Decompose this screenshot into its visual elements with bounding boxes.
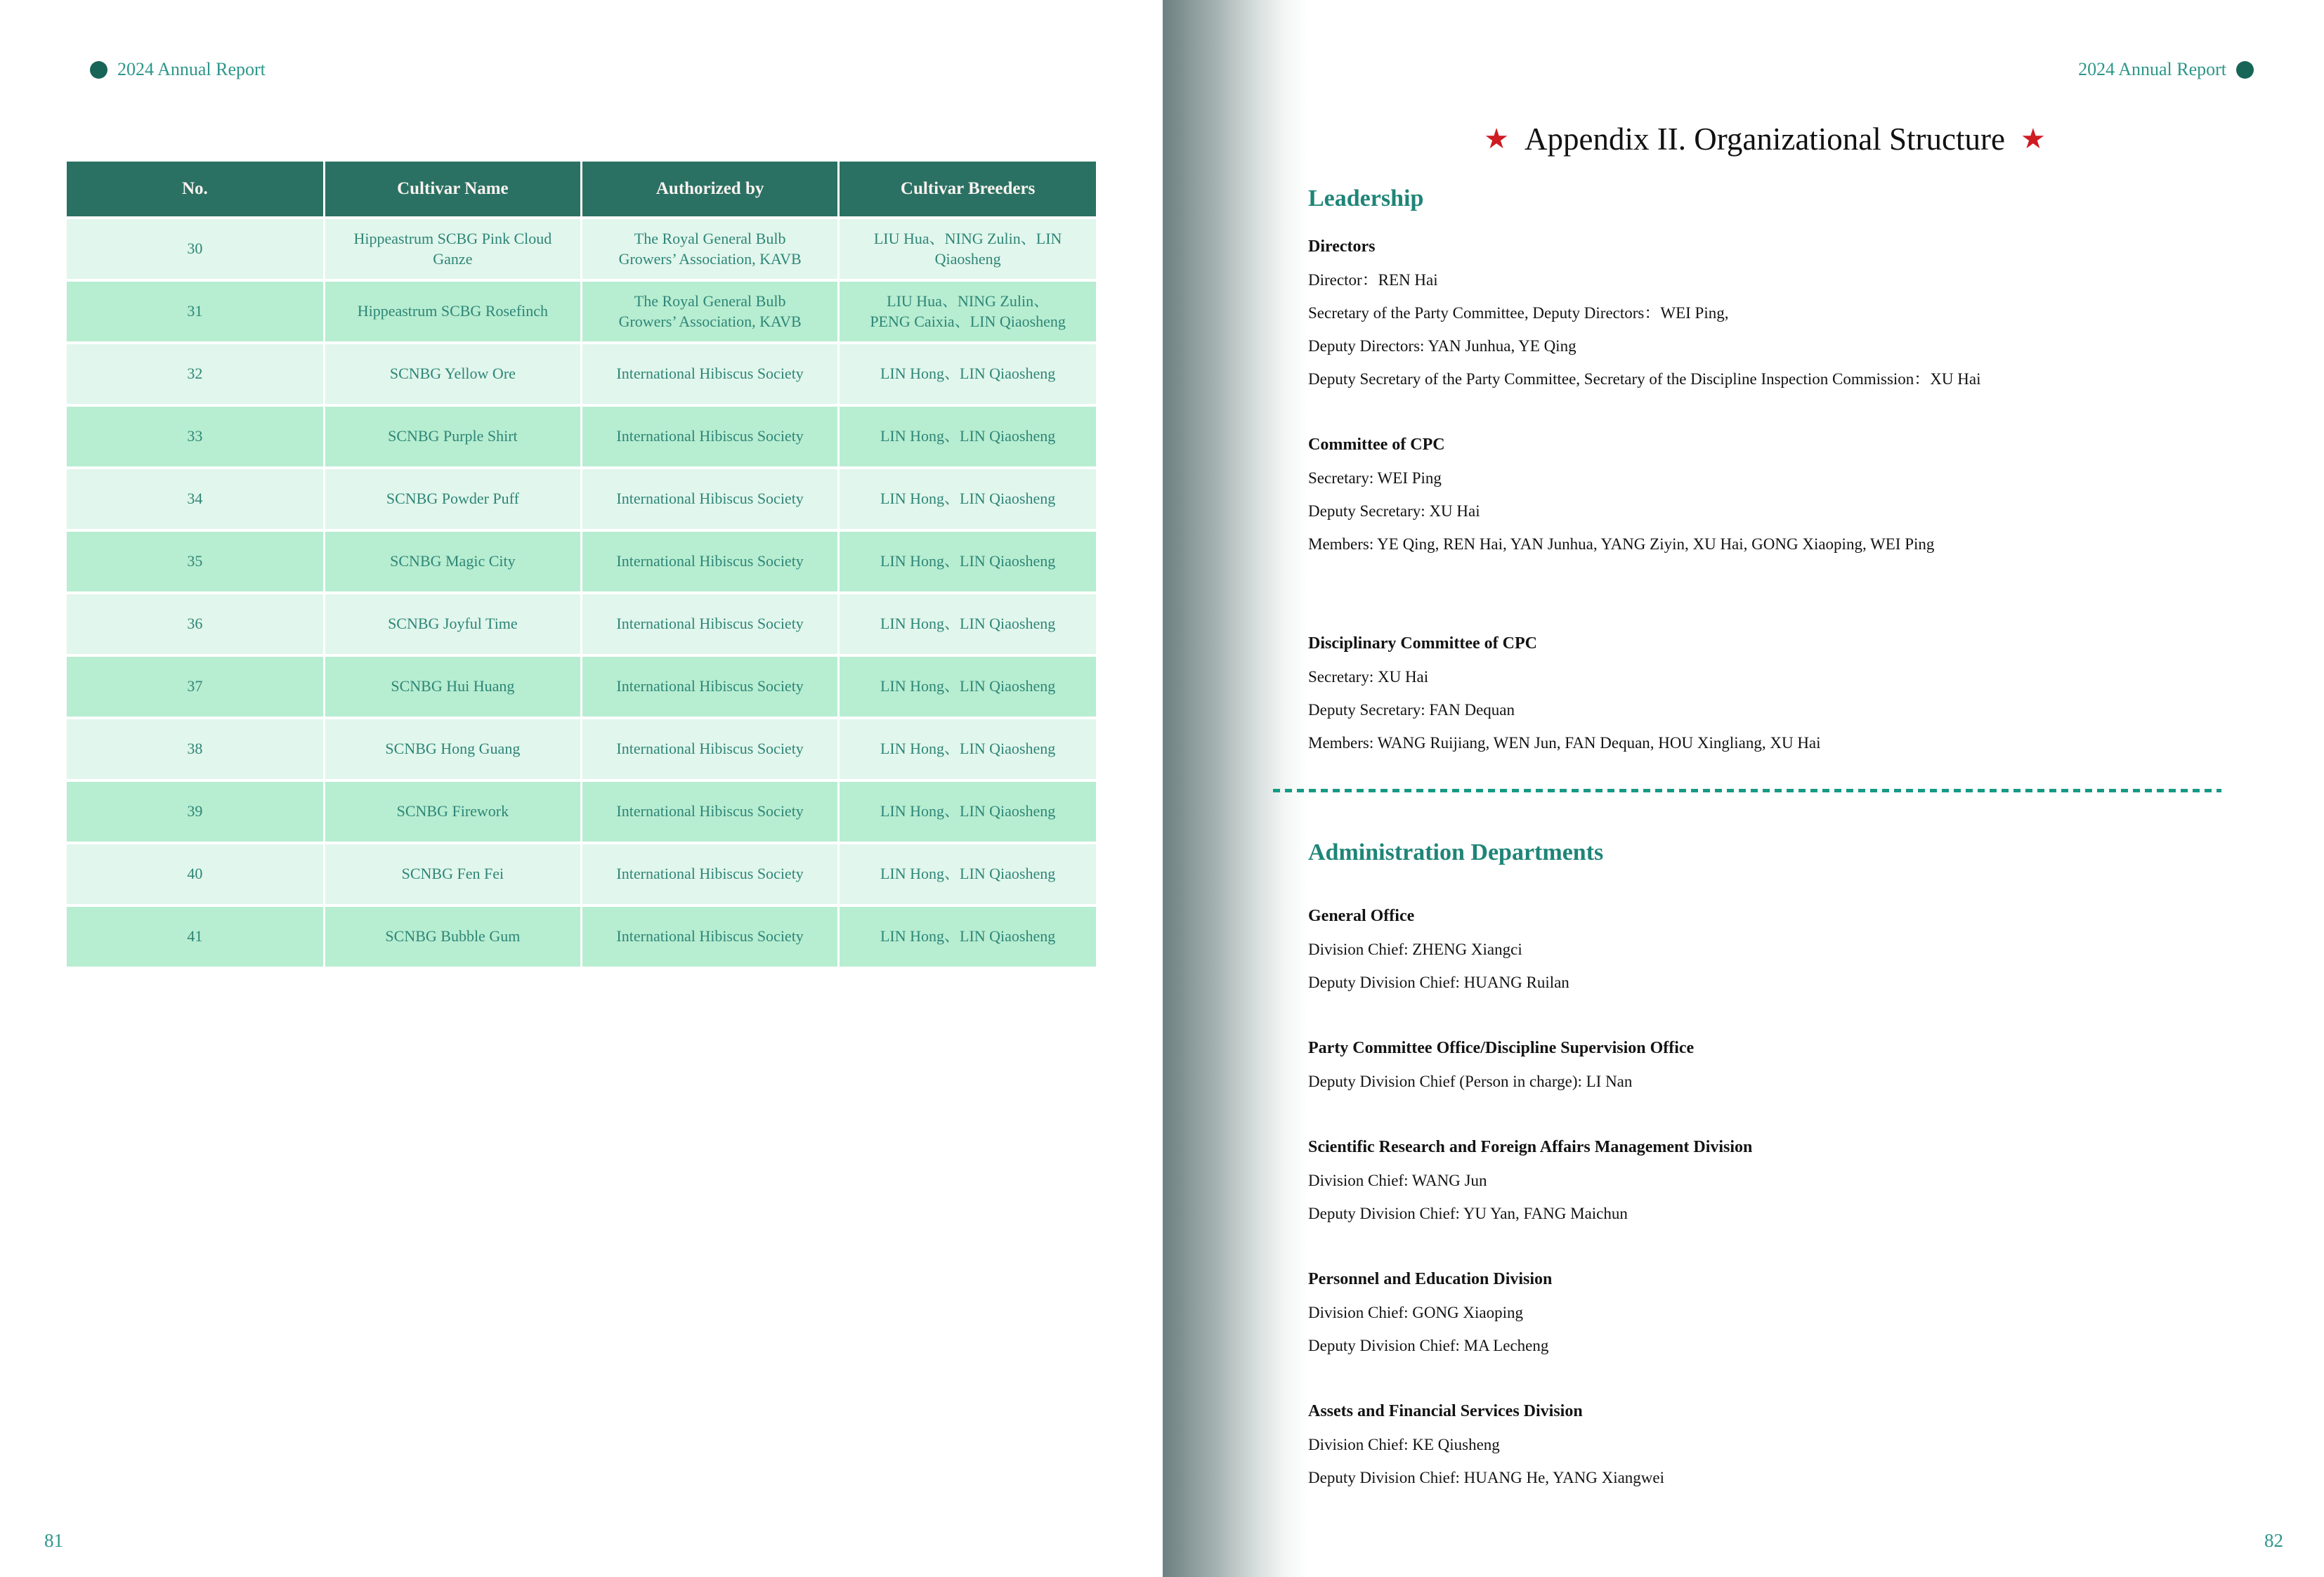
group-title: Committee of CPC [1308, 436, 1445, 454]
section-heading: Administration Departments [1308, 839, 1604, 865]
table-row [67, 280, 1096, 343]
cultivar-name-cell: Hippeastrum SCBG Rosefinch [324, 280, 581, 343]
table-header-row [67, 162, 1096, 218]
table-row [67, 405, 1096, 468]
left-page-number: 81 [44, 1530, 63, 1551]
cultivar-name-cell: SCNBG Powder Puff [324, 468, 581, 530]
authorized-by-cell: The Royal General Bulb Growers’ Association, KAVB [582, 218, 839, 280]
breeders-cell: LIN Hong、LIN Qiaosheng [839, 343, 1096, 405]
group-line: Deputy Division Chief (Person in charge): LI Nan [1308, 1073, 1633, 1090]
left-page-header [90, 59, 266, 80]
right-page-header [2078, 59, 2254, 80]
group-title: Assets and Financial Services Division [1308, 1402, 1583, 1420]
group-line: Members: WANG Ruijiang, WEN Jun, FAN Dequan, HOU Xingliang, XU Hai [1308, 734, 1821, 752]
group-disciplinary-committee-of-cpc [1308, 627, 2292, 759]
breeders-cell: LIU Hua、NING Zulin、LIN Qiaosheng [839, 218, 1096, 280]
row-no: 37 [67, 655, 324, 718]
group-line: Secretary: XU Hai [1308, 668, 1429, 686]
group-scientific-research-and-foreign-affairs-management-division [1308, 1131, 2292, 1230]
cultivar-table-head [67, 162, 1096, 218]
column-header-3: Cultivar Breeders [839, 162, 1096, 218]
authorized-by-cell: International Hibiscus Society [582, 530, 839, 593]
table-row [67, 843, 1096, 905]
row-no: 30 [67, 218, 324, 280]
group-line: Division Chief: WANG Jun [1308, 1172, 1487, 1189]
bullet-dot-icon [2236, 61, 2254, 79]
column-header-2: Authorized by [582, 162, 839, 218]
left-header-title: 2024 Annual Report [117, 59, 266, 79]
cultivar-name-cell: SCNBG Fen Fei [324, 843, 581, 905]
row-no: 39 [67, 780, 324, 843]
group-title: General Office [1308, 907, 1415, 925]
group-line: Deputy Secretary: XU Hai [1308, 502, 1480, 520]
cultivar-name-cell: SCNBG Joyful Time [324, 593, 581, 655]
breeders-cell: LIN Hong、LIN Qiaosheng [839, 780, 1096, 843]
star-icon [1484, 123, 1509, 155]
cultivar-table-body [67, 218, 1096, 968]
cultivar-name-cell: SCNBG Bubble Gum [324, 905, 581, 968]
row-no: 38 [67, 718, 324, 780]
group-title: Disciplinary Committee of CPC [1308, 634, 1537, 653]
group-title: Personnel and Education Division [1308, 1270, 1553, 1288]
cultivar-table [67, 162, 1096, 969]
cultivar-name-cell: SCNBG Hong Guang [324, 718, 581, 780]
authorized-by-cell: The Royal General Bulb Growers’ Association, KAVB [582, 280, 839, 343]
star-icon [2021, 123, 2046, 155]
breeders-cell: LIN Hong、LIN Qiaosheng [839, 530, 1096, 593]
table-row [67, 718, 1096, 780]
group-line: Members: YE Qing, REN Hai, YAN Junhua, YANG Ziyin, XU Hai, GONG Xiaoping, WEI Ping [1308, 535, 1935, 553]
group-general-office [1308, 900, 2292, 999]
table-row [67, 530, 1096, 593]
group-line: Deputy Division Chief: HUANG Ruilan [1308, 974, 1569, 991]
row-no: 34 [67, 468, 324, 530]
row-no: 33 [67, 405, 324, 468]
group-title: Directors [1308, 237, 1376, 256]
row-no: 32 [67, 343, 324, 405]
appendix-title-text: Appendix II. Organizational Structure [1525, 122, 2005, 157]
breeders-cell: LIN Hong、LIN Qiaosheng [839, 905, 1096, 968]
breeders-cell: LIN Hong、LIN Qiaosheng [839, 468, 1096, 530]
authorized-by-cell: International Hibiscus Society [582, 343, 839, 405]
group-line: Deputy Division Chief: HUANG He, YANG Xiangwei [1308, 1469, 1664, 1486]
breeders-cell: LIN Hong、LIN Qiaosheng [839, 843, 1096, 905]
authorized-by-cell: International Hibiscus Society [582, 405, 839, 468]
group-line: Secretary of the Party Committee, Deputy Directors：WEI Ping, [1308, 304, 1729, 322]
group-line: Secretary: WEI Ping [1308, 469, 1442, 487]
authorized-by-cell: International Hibiscus Society [582, 905, 839, 968]
table-row [67, 343, 1096, 405]
column-header-0: No. [67, 162, 324, 218]
breeders-cell: LIN Hong、LIN Qiaosheng [839, 593, 1096, 655]
table-row [67, 780, 1096, 843]
table-row [67, 655, 1096, 718]
section-heading: Leadership [1308, 185, 1424, 211]
cultivar-name-cell: SCNBG Purple Shirt [324, 405, 581, 468]
bullet-dot-icon [90, 61, 107, 79]
row-no: 31 [67, 280, 324, 343]
group-line: Division Chief: GONG Xiaoping [1308, 1304, 1524, 1321]
row-no: 40 [67, 843, 324, 905]
table-row [67, 218, 1096, 280]
group-line: Deputy Secretary of the Party Committee, Secretary of the Discipline Inspection Commission：XU Hai [1308, 370, 1981, 388]
authorized-by-cell: International Hibiscus Society [582, 468, 839, 530]
group-title: Scientific Research and Foreign Affairs Management Division [1308, 1138, 1753, 1156]
table-row [67, 593, 1096, 655]
group-line: Division Chief: ZHENG Xiangci [1308, 941, 1522, 958]
group-title: Party Committee Office/Discipline Supervision Office [1308, 1039, 1695, 1057]
breeders-cell: LIU Hua、NING Zulin、PENG Caixia、LIN Qiaosheng [839, 280, 1096, 343]
authorized-by-cell: International Hibiscus Society [582, 780, 839, 843]
group-line: Director：REN Hai [1308, 271, 1438, 289]
cultivar-name-cell: Hippeastrum SCBG Pink Cloud Ganze [324, 218, 581, 280]
breeders-cell: LIN Hong、LIN Qiaosheng [839, 405, 1096, 468]
cultivar-name-cell: SCNBG Yellow Ore [324, 343, 581, 405]
group-line: Deputy Directors: YAN Junhua, YE Qing [1308, 337, 1576, 355]
authorized-by-cell: International Hibiscus Society [582, 718, 839, 780]
cultivar-name-cell: SCNBG Hui Huang [324, 655, 581, 718]
group-line: Deputy Division Chief: MA Lecheng [1308, 1337, 1549, 1354]
cultivar-name-cell: SCNBG Firework [324, 780, 581, 843]
group-personnel-and-education-division [1308, 1263, 2292, 1362]
column-header-1: Cultivar Name [324, 162, 581, 218]
group-line: Deputy Secretary: FAN Dequan [1308, 701, 1515, 719]
org-structure-sections [1308, 179, 2292, 1494]
group-assets-and-financial-services-division [1308, 1395, 2292, 1494]
authorized-by-cell: International Hibiscus Society [582, 655, 839, 718]
row-no: 36 [67, 593, 324, 655]
authorized-by-cell: International Hibiscus Society [582, 593, 839, 655]
table-row [67, 468, 1096, 530]
group-committee-of-cpc [1308, 428, 2292, 561]
group-line: Deputy Division Chief: YU Yan, FANG Maichun [1308, 1205, 1628, 1222]
row-no: 35 [67, 530, 324, 593]
dashed-divider [1273, 789, 2221, 792]
right-header-title: 2024 Annual Report [2078, 59, 2226, 79]
breeders-cell: LIN Hong、LIN Qiaosheng [839, 655, 1096, 718]
group-directors [1308, 230, 2292, 395]
breeders-cell: LIN Hong、LIN Qiaosheng [839, 718, 1096, 780]
cultivar-name-cell: SCNBG Magic City [324, 530, 581, 593]
authorized-by-cell: International Hibiscus Society [582, 843, 839, 905]
group-party-committee-office-discipline-supervision-office [1308, 1032, 2292, 1098]
right-page-number: 82 [2264, 1530, 2283, 1551]
row-no: 41 [67, 905, 324, 968]
group-line: Division Chief: KE Qiusheng [1308, 1436, 1500, 1453]
table-row [67, 905, 1096, 968]
appendix-title [1308, 121, 2221, 157]
